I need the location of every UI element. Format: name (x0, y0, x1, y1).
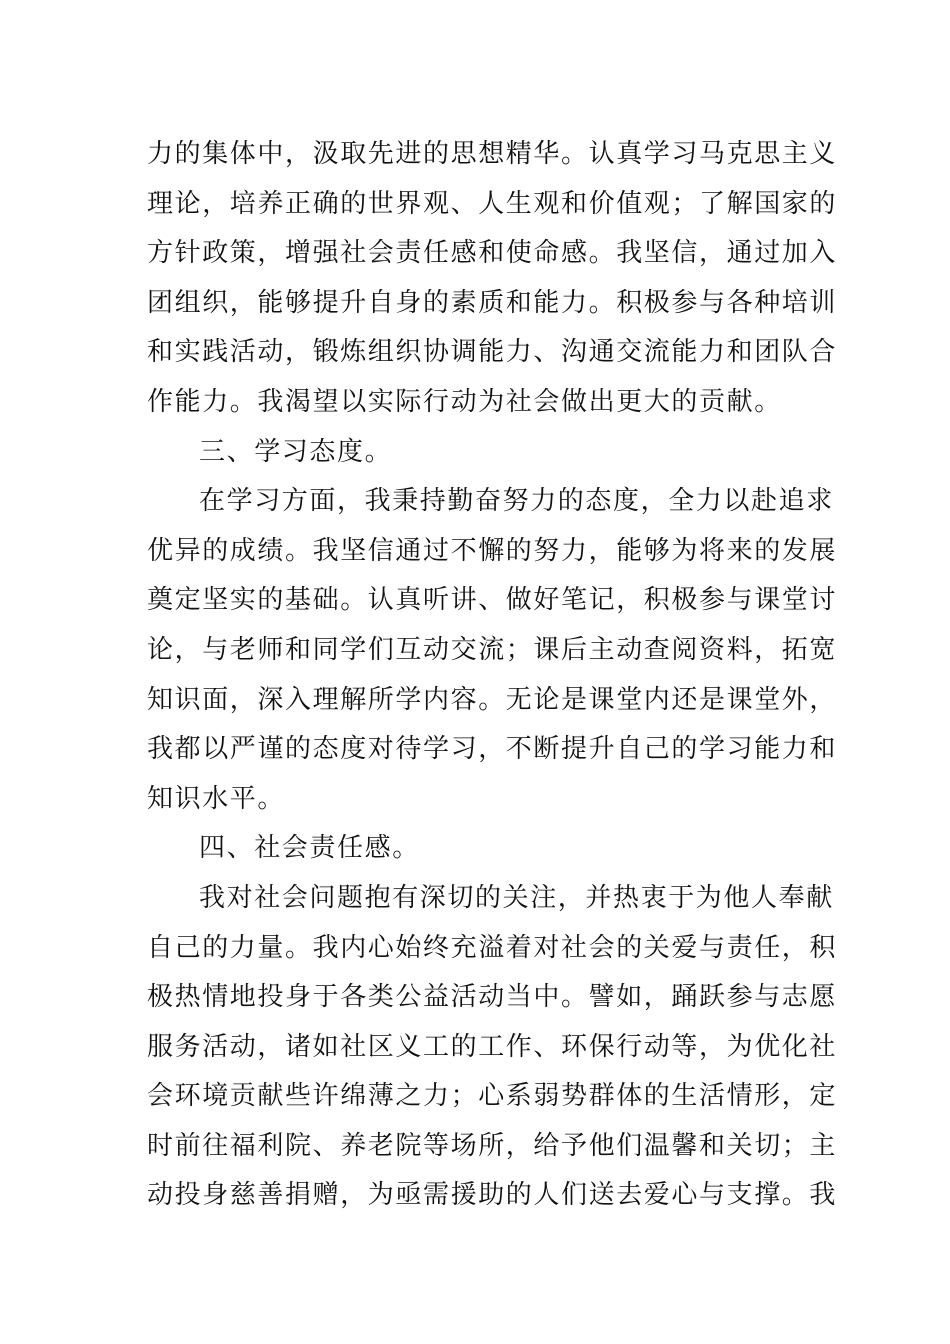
body-line: 理论，培养正确的世界观、人生观和价值观；了解国家的 (147, 188, 838, 219)
body-line: 服务活动，诸如社区义工的工作、环保行动等，为优化社 (147, 1031, 838, 1062)
body-line: 优异的成绩。我坚信通过不懈的努力，能够为将来的发展 (147, 535, 838, 566)
body-line: 团组织，能够提升自身的素质和能力。积极参与各种培训 (147, 287, 838, 318)
document-body (147, 130, 838, 1221)
body-line: 作能力。我渴望以实际行动为社会做出更大的贡献。 (147, 386, 782, 417)
body-line: 知识面，深入理解所学内容。无论是课堂内还是课堂外， (147, 684, 838, 715)
section-heading-study-attitude: 三、学习态度。 (199, 436, 393, 467)
section-heading-social-responsibility: 四、社会责任感。 (199, 833, 420, 864)
body-line: 时前往福利院、养老院等场所，给予他们温馨和关切；主 (147, 1130, 838, 1161)
body-line: 会环境贡献些许绵薄之力；心系弱势群体的生活情形，定 (147, 1081, 838, 1112)
body-line: 我都以严谨的态度对待学习，不断提升自己的学习能力和 (147, 734, 838, 765)
body-line: 方针政策，增强社会责任感和使命感。我坚信，通过加入 (147, 238, 838, 269)
paragraph-first-line: 在学习方面，我秉持勤奋努力的态度，全力以赴追求 (199, 486, 834, 517)
body-line: 极热情地投身于各类公益活动当中。譬如，踊跃参与志愿 (147, 982, 838, 1013)
body-line: 论，与老师和同学们互动交流；课后主动查阅资料，拓宽 (147, 634, 838, 665)
body-line: 自己的力量。我内心始终充溢着对社会的关爱与责任，积 (147, 932, 838, 963)
body-line: 奠定坚实的基础。认真听讲、做好笔记，积极参与课堂讨 (147, 585, 838, 616)
body-line: 和实践活动，锻炼组织协调能力、沟通交流能力和团队合 (147, 337, 838, 368)
body-line: 动投身慈善捐赠，为亟需援助的人们送去爱心与支撑。我 (147, 1180, 838, 1211)
body-line: 知识水平。 (147, 783, 286, 814)
paragraph-first-line: 我对社会问题抱有深切的关注，并热衷于为他人奉献 (199, 882, 834, 913)
body-line: 力的集体中，汲取先进的思想精华。认真学习马克思主义 (147, 139, 838, 169)
